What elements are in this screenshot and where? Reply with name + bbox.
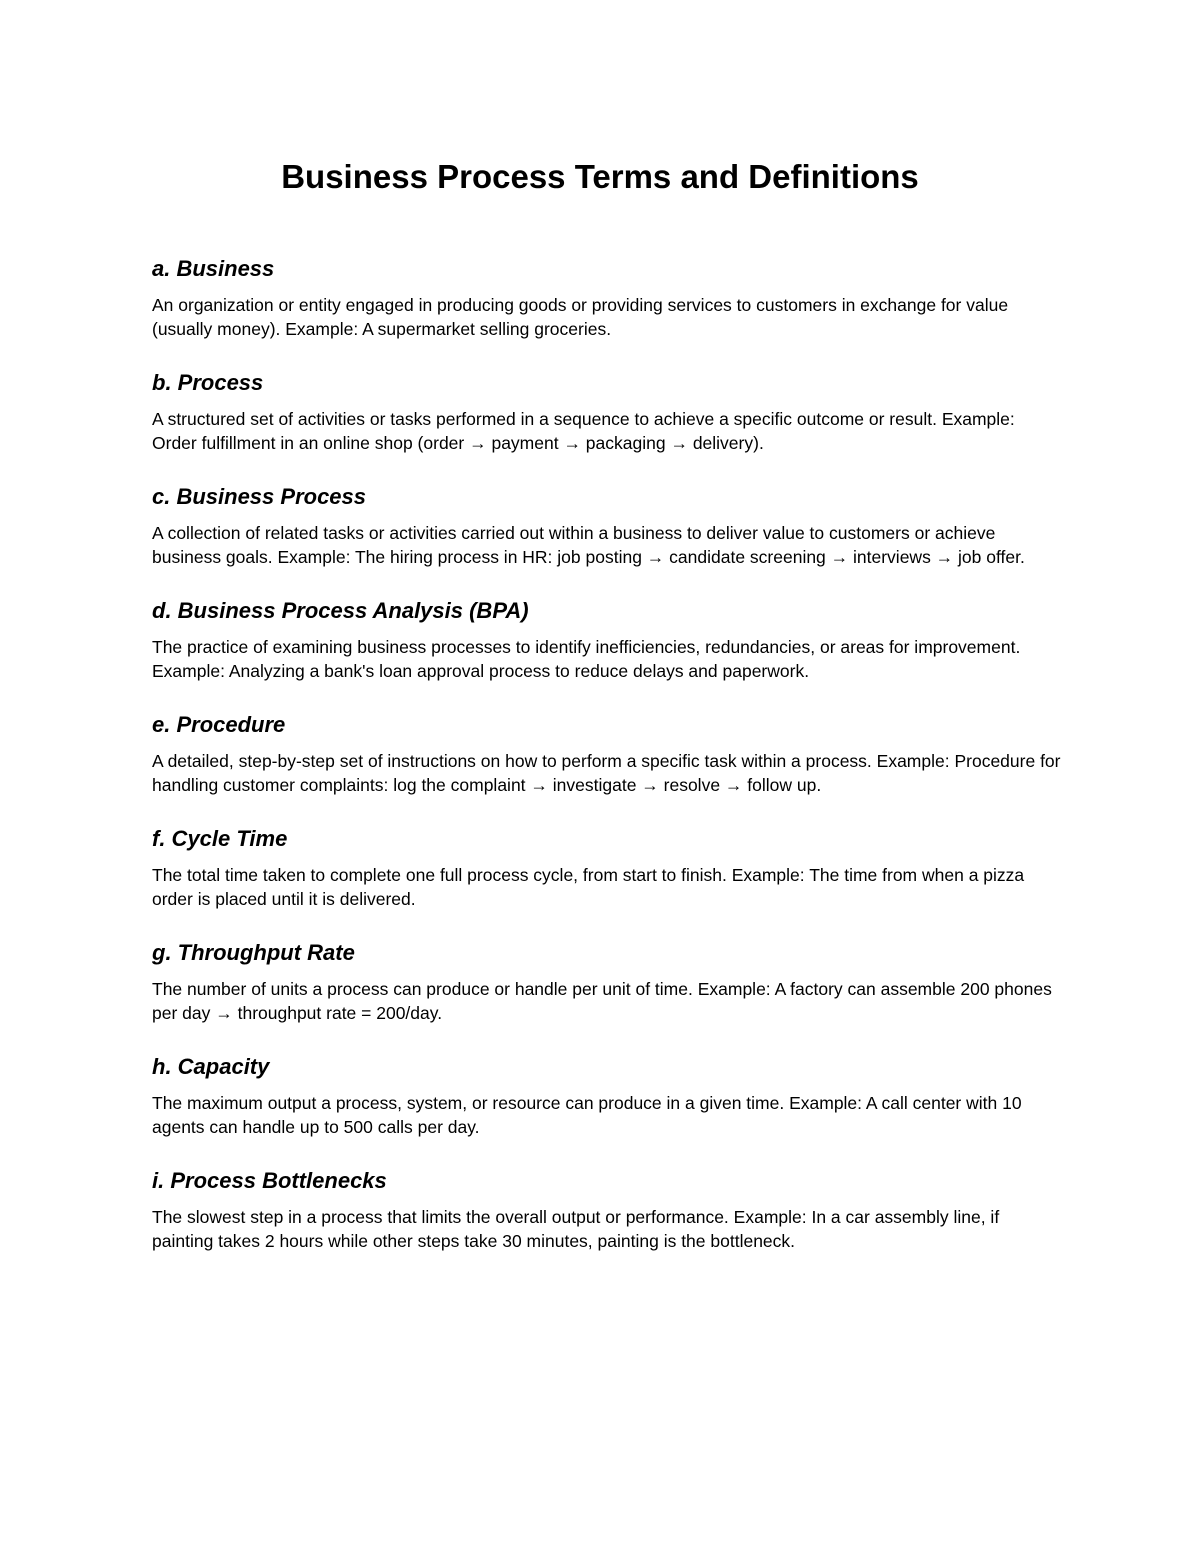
term-heading: f. Cycle Time [152, 826, 288, 851]
term-list [152, 254, 1062, 1280]
term-cycle-time [152, 824, 1062, 911]
term-heading: i. Process Bottlenecks [152, 1168, 387, 1193]
term-heading: b. Process [152, 370, 264, 395]
term-heading: d. Business Process Analysis (BPA) [152, 598, 529, 623]
term-business-process-analysis [152, 596, 1062, 683]
term-definition: A detailed, step-by-step set of instructions on how to perform a specific task within a process. Example: Procedure for handling customer complaints: log the complaint → investigate → resolve → follow up. [152, 751, 1061, 795]
term-definition: The slowest step in a process that limits the overall output or performance. Example: In a car assembly line, if painting takes 2 hours while other steps take 30 minutes, painting is the bottleneck. [152, 1207, 1000, 1251]
term-definition: A structured set of activities or tasks performed in a sequence to achieve a specific outcome or result. Example: Order fulfillment in an online shop (order → payment → packaging → delivery). [152, 409, 1015, 453]
term-definition: The maximum output a process, system, or resource can produce in a given time. Example: A call center with 10 agents can handle up to 500 calls per day. [152, 1093, 1022, 1137]
term-business [152, 254, 1062, 341]
term-heading: h. Capacity [152, 1054, 270, 1079]
term-capacity [152, 1052, 1062, 1139]
term-definition: The number of units a process can produce or handle per unit of time. Example: A factory can assemble 200 phones per day → throughput rate = 200/day. [152, 979, 1052, 1023]
page-title: Business Process Terms and Definitions [281, 158, 919, 195]
term-heading: a. Business [152, 256, 275, 281]
term-throughput-rate [152, 938, 1062, 1025]
term-procedure [152, 710, 1062, 797]
term-definition: An organization or entity engaged in producing goods or providing services to customers in exchange for value (usually money). Example: A supermarket selling groceries. [152, 295, 1009, 339]
term-heading: g. Throughput Rate [152, 940, 355, 965]
term-definition: The total time taken to complete one full process cycle, from start to finish. Example: The time from when a pizza order is placed until it is delivered. [152, 865, 1025, 909]
term-definition: A collection of related tasks or activities carried out within a business to deliver value to customers or achieve business goals. Example: The hiring process in HR: job posting → candidate screening → interviews → job offer. [152, 523, 1025, 567]
term-business-process [152, 482, 1062, 569]
term-process [152, 368, 1062, 455]
term-heading: c. Business Process [152, 484, 367, 509]
term-heading: e. Procedure [152, 712, 286, 737]
term-definition: The practice of examining business processes to identify inefficiencies, redundancies, or areas for improvement. Example: Analyzing a bank's loan approval process to reduce delays and paperwork. [152, 637, 1021, 681]
term-process-bottlenecks [152, 1166, 1062, 1253]
